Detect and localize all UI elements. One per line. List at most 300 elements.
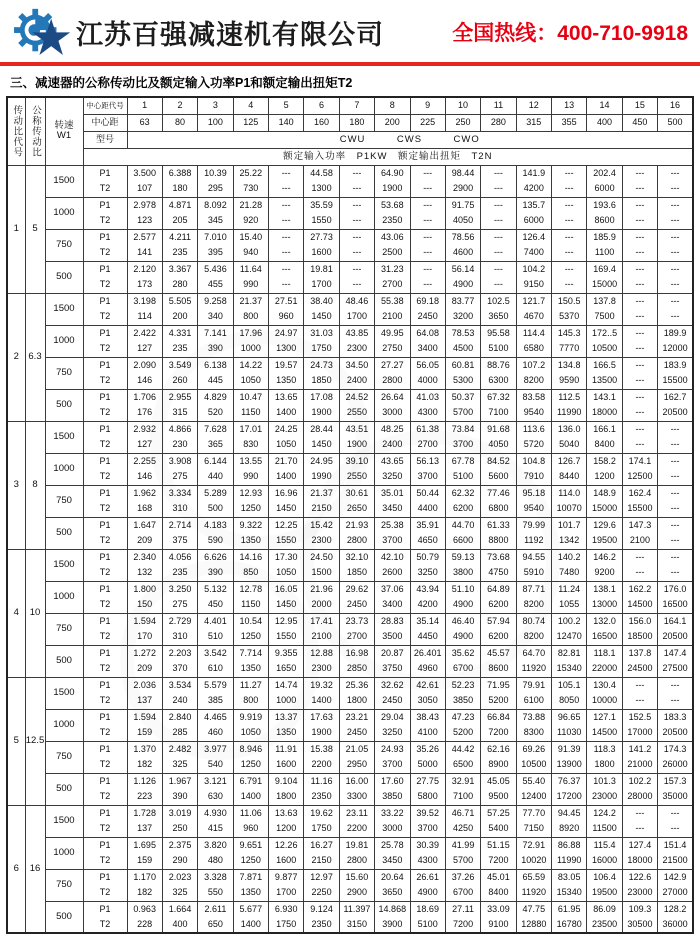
t2-cell: --- — [269, 213, 304, 229]
t2-cell: 27500 — [658, 661, 693, 677]
t2-cell: 5400 — [481, 821, 516, 837]
t2-cell: 960 — [269, 309, 304, 325]
t2-row — [7, 181, 693, 197]
t2-cell: 2700 — [375, 277, 410, 293]
p1-cell: 49.95 — [375, 325, 410, 341]
ratio-code: 1 — [7, 165, 25, 293]
t2-cell: 7400 — [516, 245, 551, 261]
t2-cell: 260 — [162, 373, 197, 389]
t2-cell: --- — [481, 277, 516, 293]
p1-cell: 16.05 — [269, 581, 304, 597]
p1-cell: 37.26 — [445, 869, 480, 885]
t2-cell: 7150 — [516, 821, 551, 837]
p1-cell: --- — [269, 229, 304, 245]
t2-cell: --- — [658, 213, 693, 229]
p1-cell: 151.4 — [658, 837, 693, 853]
p1-cell: 4.871 — [162, 197, 197, 213]
t2-cell: 159 — [127, 725, 162, 741]
t2-cell: 1900 — [339, 437, 374, 453]
p1-label: P1 — [83, 677, 127, 693]
p1-cell: --- — [481, 229, 516, 245]
t2-cell: 590 — [198, 533, 233, 549]
t2-cell: 2650 — [339, 501, 374, 517]
p1-cell: 6.144 — [198, 453, 233, 469]
t2-cell: 11920 — [516, 661, 551, 677]
t2-cell: 16500 — [587, 629, 622, 645]
p1-label: P1 — [83, 517, 127, 533]
nominal-ratio: 16 — [25, 805, 45, 933]
t2-cell: --- — [552, 245, 587, 261]
t2-cell: 26000 — [658, 757, 693, 773]
p1-cell: 31.23 — [375, 261, 410, 277]
p1-cell: 28.44 — [304, 421, 339, 437]
t2-label: T2 — [83, 661, 127, 677]
t2-row — [7, 565, 693, 581]
t2-label: T2 — [83, 373, 127, 389]
p1-cell: 152.5 — [622, 709, 657, 725]
t2-cell: 20500 — [658, 725, 693, 741]
t2-cell: 2500 — [375, 245, 410, 261]
t2-cell: 173 — [127, 277, 162, 293]
p1-cell: 43.65 — [375, 453, 410, 469]
p1-cell: --- — [658, 677, 693, 693]
p1-cell: 42.10 — [375, 549, 410, 565]
p1-cell: 114.0 — [552, 485, 587, 501]
p1-cell: 32.91 — [445, 773, 480, 789]
t2-cell: 1900 — [304, 725, 339, 741]
t2-cell: 1200 — [269, 821, 304, 837]
t2-cell: 9150 — [516, 277, 551, 293]
t2-cell: 5910 — [516, 565, 551, 581]
t2-row — [7, 469, 693, 485]
p1-cell: 35.26 — [410, 741, 445, 757]
p1-cell: 104.2 — [516, 261, 551, 277]
t2-row — [7, 309, 693, 325]
p1-cell: 13.55 — [233, 453, 268, 469]
p1-cell: 12.25 — [269, 517, 304, 533]
p1-cell: 4.401 — [198, 613, 233, 629]
t2-cell: 223 — [127, 789, 162, 805]
t2-cell: 290 — [162, 853, 197, 869]
t2-cell: 6300 — [481, 373, 516, 389]
t2-cell: 150 — [127, 597, 162, 613]
p1-cell: 52.23 — [445, 677, 480, 693]
t2-row — [7, 885, 693, 901]
t2-cell: 5600 — [481, 469, 516, 485]
t2-label: T2 — [83, 405, 127, 421]
p1-row — [7, 805, 693, 821]
hotline-label: 全国热线： — [452, 22, 558, 45]
p1-cell: 11.64 — [233, 261, 268, 277]
t2-cell: 5100 — [410, 917, 445, 933]
p1-cell: --- — [622, 197, 657, 213]
t2-cell: 3850 — [445, 693, 480, 709]
p1-cell: 158.2 — [587, 453, 622, 469]
t2-cell: 1342 — [552, 533, 587, 549]
p1-cell: 142.9 — [658, 869, 693, 885]
p1-label: P1 — [83, 229, 127, 245]
p1-cell: --- — [481, 261, 516, 277]
p1-cell: 17.30 — [269, 549, 304, 565]
p1-cell: --- — [622, 357, 657, 373]
p1-cell: 114.4 — [516, 325, 551, 341]
t2-cell: --- — [552, 277, 587, 293]
p1-cell: 21.96 — [304, 581, 339, 597]
p1-label: P1 — [83, 901, 127, 917]
p1-cell: 91.75 — [445, 197, 480, 213]
t2-cell: 2100 — [304, 629, 339, 645]
t2-cell: 3700 — [410, 821, 445, 837]
t2-cell: 510 — [198, 629, 233, 645]
p1-cell: 17.96 — [233, 325, 268, 341]
t2-cell: 325 — [162, 885, 197, 901]
t2-cell: 235 — [162, 565, 197, 581]
speed-value: 500 — [45, 901, 83, 933]
center-distance: 250 — [445, 114, 480, 131]
t2-cell: --- — [622, 405, 657, 421]
t2-cell: 7500 — [587, 309, 622, 325]
p1-cell: 137.8 — [587, 293, 622, 309]
p1-cell: 6.930 — [269, 901, 304, 917]
p1-cell: --- — [658, 549, 693, 565]
t2-cell: 1700 — [269, 885, 304, 901]
t2-cell: 3000 — [375, 821, 410, 837]
p1-cell: 10.47 — [233, 389, 268, 405]
p1-cell: 2.120 — [127, 261, 162, 277]
t2-cell: 146 — [127, 469, 162, 485]
t2-cell: 13500 — [587, 373, 622, 389]
p1-cell: 183.3 — [658, 709, 693, 725]
t2-cell: 5370 — [552, 309, 587, 325]
p1-label: P1 — [83, 549, 127, 565]
t2-row — [7, 725, 693, 741]
t2-cell: 230 — [162, 437, 197, 453]
p1-cell: 35.91 — [410, 517, 445, 533]
t2-row — [7, 501, 693, 517]
t2-cell: 365 — [198, 437, 233, 453]
t2-cell: --- — [269, 277, 304, 293]
t2-cell: 1450 — [269, 597, 304, 613]
t2-cell: 15340 — [552, 885, 587, 901]
p1-cell: 43.94 — [410, 581, 445, 597]
t2-cell: 3250 — [375, 725, 410, 741]
t2-label: T2 — [83, 693, 127, 709]
p1-cell: 3.198 — [127, 293, 162, 309]
p1-cell: 50.79 — [410, 549, 445, 565]
t2-cell: 22000 — [587, 661, 622, 677]
t2-cell: 1750 — [304, 341, 339, 357]
speed-value: 1000 — [45, 837, 83, 869]
axis-code: 6 — [304, 97, 339, 114]
t2-row — [7, 757, 693, 773]
t2-cell: --- — [269, 181, 304, 197]
t2-cell: 5100 — [481, 341, 516, 357]
axis-code: 5 — [269, 97, 304, 114]
p1-cell: 2.036 — [127, 677, 162, 693]
p1-cell: 3.121 — [198, 773, 233, 789]
p1-cell: 21.05 — [339, 741, 374, 757]
p1-cell: 7.628 — [198, 421, 233, 437]
p1-cell: --- — [339, 197, 374, 213]
t2-cell: 5720 — [516, 437, 551, 453]
t2-cell: 4450 — [410, 629, 445, 645]
p1-cell: 9.355 — [269, 645, 304, 661]
t2-cell: 2800 — [375, 373, 410, 389]
p1-label: P1 — [83, 805, 127, 821]
t2-cell: 1650 — [269, 661, 304, 677]
p1-cell: 17.63 — [304, 709, 339, 725]
p1-cell: 141.2 — [622, 741, 657, 757]
t2-cell: 2450 — [339, 597, 374, 613]
t2-cell: 5800 — [410, 789, 445, 805]
t2-cell: --- — [481, 181, 516, 197]
p1-cell: --- — [658, 421, 693, 437]
p1-cell: 17.08 — [304, 389, 339, 405]
t2-cell: 4900 — [445, 629, 480, 645]
p1-cell: --- — [410, 165, 445, 181]
p1-cell: 3.250 — [162, 581, 197, 597]
p1-cell: 21.28 — [233, 197, 268, 213]
t2-cell: --- — [622, 437, 657, 453]
t2-cell: 11990 — [552, 853, 587, 869]
p1-cell: 17.60 — [375, 773, 410, 789]
p1-cell: 43.85 — [339, 325, 374, 341]
p1-cell: 95.18 — [516, 485, 551, 501]
p1-cell: --- — [410, 197, 445, 213]
p1-cell: 35.01 — [375, 485, 410, 501]
p1-cell: 23.11 — [339, 805, 374, 821]
t2-label: T2 — [83, 853, 127, 869]
p1-row — [7, 581, 693, 597]
t2-cell: 14500 — [587, 725, 622, 741]
t2-cell: 1000 — [269, 693, 304, 709]
p1-cell: 55.38 — [375, 293, 410, 309]
p1-cell: 25.36 — [339, 677, 374, 693]
p1-cell: --- — [658, 197, 693, 213]
header-row-axis-codes — [7, 97, 693, 114]
t2-cell: 3700 — [445, 437, 480, 453]
p1-cell: 27.11 — [445, 901, 480, 917]
center-distance: 80 — [162, 114, 197, 131]
t2-cell: 990 — [233, 469, 268, 485]
p1-cell: 28.83 — [375, 613, 410, 629]
t2-cell: 6580 — [516, 341, 551, 357]
p1-cell: 24.73 — [304, 357, 339, 373]
p1-cell: 162.4 — [622, 485, 657, 501]
hotline-number: 400-710-9918 — [557, 22, 688, 45]
t2-cell: 2100 — [622, 533, 657, 549]
p1-cell: 57.94 — [481, 613, 516, 629]
t2-cell: 19500 — [587, 533, 622, 549]
p1-cell: 6.388 — [162, 165, 197, 181]
t2-cell: 2250 — [304, 885, 339, 901]
p1-cell: 1.728 — [127, 805, 162, 821]
t2-cell: 8400 — [587, 437, 622, 453]
p1-cell: 11.24 — [552, 581, 587, 597]
t2-cell: 3050 — [410, 693, 445, 709]
axis-code: 8 — [375, 97, 410, 114]
t2-cell: 10070 — [552, 501, 587, 517]
p1-cell: 143.1 — [587, 389, 622, 405]
center-distance: 355 — [552, 114, 587, 131]
p1-cell: 98.44 — [445, 165, 480, 181]
p1-cell: 7.714 — [233, 645, 268, 661]
t2-cell: 4900 — [445, 597, 480, 613]
p1-cell: 127.4 — [622, 837, 657, 853]
p1-cell: 3.334 — [162, 485, 197, 501]
p1-cell: 39.52 — [410, 805, 445, 821]
t2-row — [7, 277, 693, 293]
p1-cell: --- — [269, 197, 304, 213]
p1-cell: 122.6 — [622, 869, 657, 885]
p1-cell: 147.4 — [658, 645, 693, 661]
t2-cell: 3650 — [375, 885, 410, 901]
p1-cell: 129.6 — [587, 517, 622, 533]
p1-cell: 38.43 — [410, 709, 445, 725]
t2-cell: 455 — [198, 277, 233, 293]
axis-code: 1 — [127, 97, 162, 114]
t2-cell: 6700 — [445, 885, 480, 901]
p1-cell: --- — [622, 261, 657, 277]
p1-cell: --- — [658, 485, 693, 501]
t2-label: T2 — [83, 597, 127, 613]
t2-cell: 180 — [162, 181, 197, 197]
t2-cell: 960 — [233, 821, 268, 837]
p1-cell: 13.37 — [269, 709, 304, 725]
p1-cell: 5.132 — [198, 581, 233, 597]
header-row-models — [7, 131, 693, 148]
p1-cell: 96.65 — [552, 709, 587, 725]
t2-cell: 390 — [198, 341, 233, 357]
t2-cell: 18000 — [622, 853, 657, 869]
t2-cell: 250 — [162, 821, 197, 837]
t2-cell: --- — [410, 181, 445, 197]
t2-cell: 295 — [198, 181, 233, 197]
t2-cell: --- — [658, 437, 693, 453]
p1-cell: 3.549 — [162, 357, 197, 373]
p1-cell: 3.019 — [162, 805, 197, 821]
p1-cell: 47.23 — [445, 709, 480, 725]
axis-code: 16 — [658, 97, 693, 114]
t2-cell: 7910 — [516, 469, 551, 485]
t2-cell: 1050 — [269, 565, 304, 581]
p1-cell: 44.70 — [445, 517, 480, 533]
p1-cell: 137.8 — [622, 645, 657, 661]
p1-cell: 11.27 — [233, 677, 268, 693]
t2-cell: 4250 — [445, 821, 480, 837]
p1-cell: 2.840 — [162, 709, 197, 725]
t2-cell: 8920 — [552, 821, 587, 837]
t2-cell: 4650 — [410, 533, 445, 549]
p1-cell: 56.05 — [410, 357, 445, 373]
t2-cell: 8600 — [481, 661, 516, 677]
t2-cell: 730 — [233, 181, 268, 197]
ratio-code: 4 — [7, 549, 25, 677]
t2-cell: 390 — [162, 789, 197, 805]
p1-cell: 106.4 — [587, 869, 622, 885]
t2-cell: 8440 — [552, 469, 587, 485]
t2-cell: 10500 — [587, 341, 622, 357]
p1-cell: --- — [622, 805, 657, 821]
t2-cell: 4900 — [410, 885, 445, 901]
p1-cell: --- — [269, 165, 304, 181]
p1-cell: 94.55 — [516, 549, 551, 565]
p1-cell: 48.25 — [375, 421, 410, 437]
speed-value: 1500 — [45, 677, 83, 709]
t2-cell: 5200 — [481, 693, 516, 709]
model-names: CWU CWS CWO — [127, 131, 693, 148]
p1-cell: 7.141 — [198, 325, 233, 341]
t2-cell: 445 — [198, 373, 233, 389]
p1-cell: --- — [410, 261, 445, 277]
p1-cell: 38.40 — [304, 293, 339, 309]
p1-cell: 33.09 — [481, 901, 516, 917]
t2-cell: 610 — [198, 661, 233, 677]
p1-label: P1 — [83, 613, 127, 629]
p1-cell: 44.42 — [445, 741, 480, 757]
p1-cell: 2.375 — [162, 837, 197, 853]
p1-cell: 174.3 — [658, 741, 693, 757]
p1-cell: 2.729 — [162, 613, 197, 629]
p1-cell: 100.2 — [552, 613, 587, 629]
t2-label: T2 — [83, 629, 127, 645]
t2-cell: 182 — [127, 885, 162, 901]
p1-cell: 1.594 — [127, 613, 162, 629]
p1-cell: 5.677 — [233, 901, 268, 917]
p1-cell: --- — [658, 261, 693, 277]
t2-label: T2 — [83, 469, 127, 485]
p1-cell: --- — [658, 805, 693, 821]
p1-cell: --- — [481, 165, 516, 181]
t2-cell: 1300 — [304, 181, 339, 197]
p1-cell: 3.534 — [162, 677, 197, 693]
p1-cell: 37.06 — [375, 581, 410, 597]
t2-cell: 8200 — [516, 629, 551, 645]
p1-cell: 23.73 — [339, 613, 374, 629]
t2-cell: 141 — [127, 245, 162, 261]
t2-cell: 6200 — [445, 501, 480, 517]
p1-label: P1 — [83, 197, 127, 213]
ratio-code: 6 — [7, 805, 25, 933]
nominal-ratio: 12.5 — [25, 677, 45, 805]
p1-cell: 9.104 — [269, 773, 304, 789]
p1-cell: --- — [622, 293, 657, 309]
p1-cell: 20.64 — [375, 869, 410, 885]
t2-cell: 6800 — [481, 501, 516, 517]
p1-cell: 176.0 — [658, 581, 693, 597]
t2-cell: 5040 — [552, 437, 587, 453]
t2-cell: 5000 — [410, 757, 445, 773]
t2-label: T2 — [83, 821, 127, 837]
t2-cell: 1800 — [339, 693, 374, 709]
p1-cell: 73.84 — [445, 421, 480, 437]
p1-cell: 35.59 — [304, 197, 339, 213]
p1-cell: 16.96 — [269, 485, 304, 501]
t2-cell: 3200 — [445, 309, 480, 325]
t2-cell: 2850 — [339, 661, 374, 677]
t2-cell: 16500 — [658, 597, 693, 613]
p1-cell: 16.98 — [339, 645, 374, 661]
t2-cell: 4670 — [516, 309, 551, 325]
t2-cell: 30500 — [622, 917, 657, 933]
p1-cell: 14.16 — [233, 549, 268, 565]
p1-cell: 145.3 — [552, 325, 587, 341]
p1-cell: 12.97 — [304, 869, 339, 885]
p1-cell: 134.8 — [552, 357, 587, 373]
p1-cell: 12.26 — [269, 837, 304, 853]
p1-cell: --- — [552, 229, 587, 245]
t2-row — [7, 245, 693, 261]
